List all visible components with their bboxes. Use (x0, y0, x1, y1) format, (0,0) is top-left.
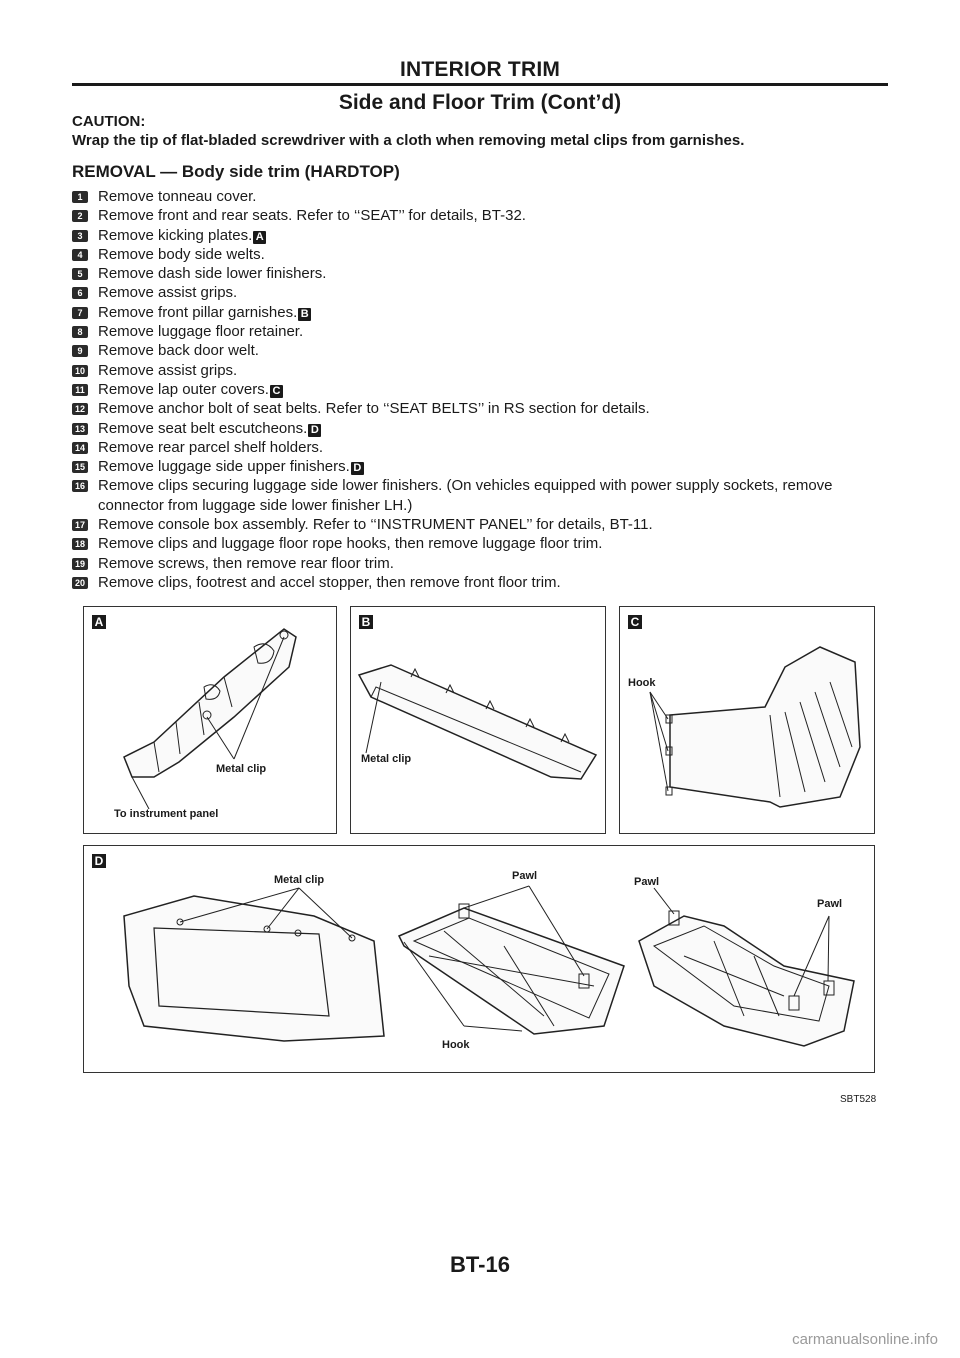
step-number: 8 (72, 326, 88, 338)
figure-ref-badge: D (308, 424, 321, 437)
step-number: 13 (72, 423, 88, 435)
caution-label: CAUTION: (72, 113, 146, 130)
callout-pawl: Pawl (817, 898, 843, 910)
step-item (72, 226, 896, 245)
step-text: Remove console box assembly. Refer to ‘‘INSTRUMENT PANEL’’ for details, BT-11. (98, 516, 653, 534)
step-item (72, 303, 896, 322)
figure-panel-c (619, 606, 875, 834)
step-text: Remove assist grips. (98, 361, 238, 379)
panel-d-label: D (92, 854, 106, 868)
caution-block (72, 112, 888, 150)
step-text: Remove rear parcel shelf holders. (98, 438, 324, 456)
callout-pawl: Pawl (512, 870, 538, 882)
header-rule (72, 83, 888, 86)
step-text: Remove body side welts. (98, 245, 265, 263)
step-number: 16 (72, 480, 88, 492)
step-item (72, 534, 896, 553)
step-item (72, 283, 896, 302)
step-number: 6 (72, 287, 88, 299)
step-item (72, 380, 896, 399)
step-item (72, 554, 896, 573)
step-item (72, 322, 896, 341)
figure-ref-badge: B (298, 308, 311, 321)
pillar-garnish-illustration (84, 607, 336, 833)
page-subtitle: Side and Floor Trim (Cont’d) (338, 91, 622, 114)
step-text: Remove seat belt escutcheons. (98, 419, 308, 437)
watermark-text: carmanualsonline.info (792, 1331, 938, 1348)
step-text: Remove clips, footrest and accel stopper, then remove front floor trim. (98, 573, 561, 591)
figure-code: SBT528 (840, 1094, 877, 1105)
step-number: 18 (72, 538, 88, 550)
step-text: Remove lap outer covers. (98, 380, 269, 398)
step-item (72, 264, 896, 283)
step-item (72, 573, 896, 592)
callout-metal-clip: Metal clip (216, 763, 267, 775)
step-text: Remove clips and luggage floor rope hooks, then remove luggage floor trim. (98, 535, 603, 553)
figure-ref-badge: C (270, 385, 283, 398)
lap-cover-illustration (620, 607, 874, 833)
panel-c-label: C (628, 615, 642, 629)
step-text: Remove back door welt. (98, 342, 259, 360)
page-number: BT-16 (450, 1252, 510, 1277)
step-item (72, 399, 896, 418)
floor-retainer-illustration (351, 607, 605, 833)
step-number: 17 (72, 519, 88, 531)
step-number: 4 (72, 249, 88, 261)
step-number: 14 (72, 442, 88, 454)
step-number: 11 (72, 384, 88, 396)
figure-panel-d (83, 845, 875, 1073)
figure-panel-a (83, 606, 337, 834)
panel-b-label: B (359, 615, 373, 629)
step-number: 15 (72, 461, 88, 473)
step-item (72, 361, 896, 380)
callout-to-instrument-panel: To instrument panel (114, 808, 219, 820)
step-text: Remove screws, then remove rear floor trim. (98, 554, 394, 572)
step-text: Remove luggage floor retainer. (98, 323, 304, 341)
step-number: 19 (72, 558, 88, 570)
removal-heading: REMOVAL — Body side trim (HARDTOP) (72, 162, 400, 181)
step-item (72, 419, 896, 438)
step-number: 12 (72, 403, 88, 415)
step-text: Remove tonneau cover. (98, 188, 257, 205)
caution-text: Wrap the tip of flat-bladed screwdriver with a cloth when removing metal clips from garnishes. (72, 132, 745, 149)
figure-ref-badge: D (351, 462, 364, 475)
step-text: Remove assist grips. (98, 284, 238, 302)
step-item (72, 476, 896, 515)
callout-hook: Hook (442, 1039, 470, 1051)
step-text: Remove anchor bolt of seat belts. Refer to ‘‘SEAT BELTS’’ in RS section for details. (98, 400, 650, 418)
step-item (72, 438, 896, 457)
step-number: 7 (72, 307, 88, 319)
step-text: Remove front and rear seats. Refer to ‘‘SEAT’’ for details, BT-32. (98, 207, 526, 225)
figure-panel-b (350, 606, 606, 834)
step-text: Remove kicking plates. (98, 226, 253, 244)
step-item (72, 245, 896, 264)
callout-metal-clip: Metal clip (274, 874, 325, 886)
step-number: 2 (72, 210, 88, 222)
luggage-finisher-illustration (84, 846, 874, 1072)
step-number: 1 (72, 191, 88, 203)
step-number: 10 (72, 365, 88, 377)
callout-hook: Hook (628, 677, 656, 689)
step-text: Remove clips securing luggage side lower finishers. (On vehicles equipped with power supply sockets, remove connector from luggage side lower finisher LH.) (98, 477, 833, 514)
step-number: 5 (72, 268, 88, 280)
step-text: Remove dash side lower finishers. (98, 265, 327, 283)
step-item (72, 341, 896, 360)
step-item (72, 206, 896, 225)
step-number: 20 (72, 577, 88, 589)
step-number: 3 (72, 230, 88, 242)
step-text: Remove luggage side upper finishers. (98, 458, 350, 476)
removal-steps-list (72, 187, 896, 592)
callout-metal-clip: Metal clip (361, 753, 412, 765)
step-item (72, 457, 896, 476)
panel-a-label: A (92, 615, 106, 629)
step-item (72, 187, 896, 206)
callout-pawl: Pawl (634, 876, 660, 888)
step-item (72, 515, 896, 534)
page-header (72, 58, 888, 116)
section-title: INTERIOR TRIM (399, 58, 561, 81)
step-text: Remove front pillar garnishes. (98, 303, 298, 321)
figure-ref-badge: A (253, 231, 266, 244)
step-number: 9 (72, 345, 88, 357)
